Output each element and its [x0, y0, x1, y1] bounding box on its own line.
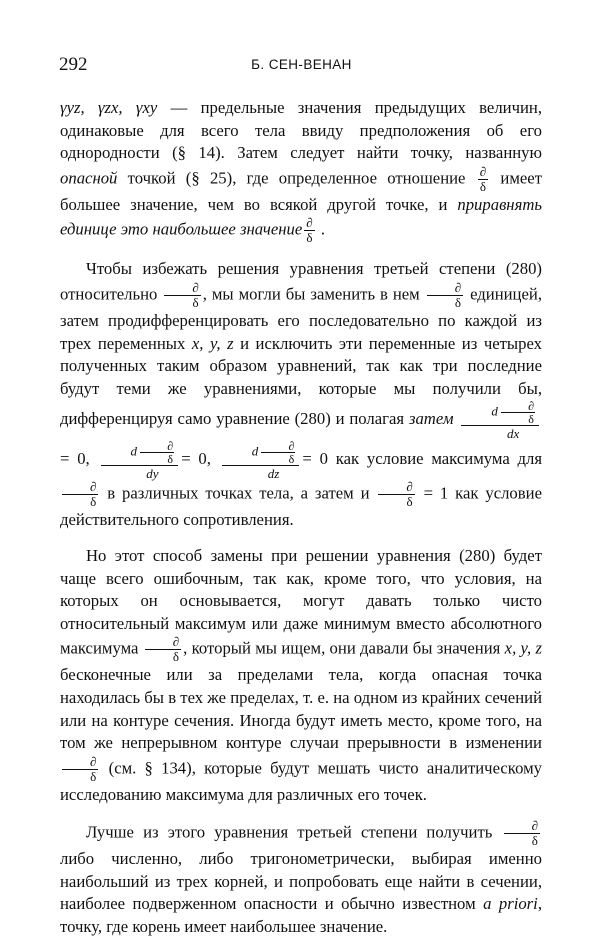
- fraction-denominator: δ: [306, 230, 313, 246]
- p1-italic-1: опасной: [60, 168, 118, 188]
- d-symbol: d: [251, 443, 259, 459]
- derivative-x-condition: [461, 400, 539, 440]
- p3-text-1: Но этот способ замены при решении уравнения (280) будет чаще всего ошибочным, так как, кроме того, что условия, на которых он основывается, могут давать только чисто относительный максимум или даже минимум вместо абсолютного максимума: [60, 545, 542, 658]
- p1-text-4: .: [316, 219, 326, 239]
- p2-text-6: в различных точках тела, а затем и: [100, 483, 377, 503]
- fraction-numerator: ∂: [62, 480, 98, 495]
- p2-text-7: как условие действительного сопротивления.: [60, 483, 542, 530]
- derivative-z-condition: [222, 440, 300, 480]
- p1-italic-2: приравнять единице это наибольшее значение: [60, 194, 542, 239]
- p2-text-5: как условие максимума для: [327, 449, 543, 469]
- fraction-denominator: δ: [192, 294, 199, 310]
- fraction-partial-over-delta: ∂ δ: [140, 440, 174, 465]
- fraction-numerator: ∂: [479, 163, 487, 179]
- fraction-partial-over-delta: [427, 281, 463, 310]
- page-header: [59, 54, 544, 78]
- fraction-denominator: δ: [90, 494, 97, 510]
- fraction-numerator: ∂: [145, 635, 181, 650]
- p2-italic-1: затем: [408, 409, 454, 429]
- p2-text-1: Чтобы избежать решения уравнения третьей степени (280) относительно: [60, 259, 542, 304]
- fraction-numerator: ∂: [306, 215, 313, 231]
- fraction-partial-over-delta: ∂ δ: [501, 400, 535, 425]
- fraction-partial-over-delta: ∂ δ: [261, 440, 295, 465]
- paragraph-1: [60, 97, 542, 245]
- p1-text-2: точкой (§ 25), где определенное отношение: [117, 168, 476, 188]
- dx-symbol: dx: [507, 426, 520, 442]
- p2-text-2: , мы могли бы заменить в нем: [202, 284, 425, 304]
- paragraph-3: [60, 545, 542, 806]
- p4-text-3: , точку, где корень имеет наибольшее значение.: [60, 894, 542, 937]
- p3-text-3: бесконечные или за пределами тела, когда опасная точка находилась бы в тех же пределах, т. е. на одном из крайних сечений или на контуре сечения. Иногда будут иметь место, кроме того, на том же непрерывном контуре случаи прерывности в изменении: [60, 665, 542, 753]
- fraction-denominator: δ: [479, 178, 486, 194]
- fraction-denominator: δ: [454, 294, 461, 310]
- body-text: [60, 97, 542, 939]
- d-symbol: d: [130, 443, 138, 459]
- fraction-denominator: δ: [406, 494, 413, 510]
- fraction-partial-over-delta: [62, 755, 98, 784]
- paragraph-4: [60, 819, 542, 938]
- p2-text-3: единицей, затем продифференцировать его последовательно по каждой из трех переменных: [60, 284, 542, 353]
- p4-text-1: Лучше из этого уравнения третьей степени получить: [86, 822, 502, 842]
- p2-text-4: и исключить эти переменные из четырех полученных таким образом уравнений, так как три последние будут теми же уравнениями, которые мы получили бы, дифференцируя само уравнение (280) и полагая: [60, 333, 543, 429]
- dz-symbol: dz: [267, 466, 280, 482]
- fraction-numerator: ∂: [62, 755, 98, 770]
- gamma-symbols: γyz, γzx, γxy: [60, 98, 158, 117]
- derivative-y-condition: [101, 440, 179, 480]
- fraction-denominator: δ: [90, 768, 97, 784]
- p4-text-2: либо численно, либо тригонометрически, выбирая именно наибольший из трех корней, и попробовать еще найти в сечении, наиболее подверженном опасности и обычно известном: [60, 849, 542, 914]
- paragraph-2: [60, 258, 542, 532]
- p3-text-2: , который мы ищем, они давали бы значения: [183, 638, 505, 658]
- fraction-partial-over-delta: [164, 281, 200, 310]
- p1-text-3: имеет большее значение, чем во всякой другой точке, и: [60, 168, 542, 214]
- fraction-partial-over-delta: [304, 216, 314, 245]
- fraction-partial-over-delta: [145, 635, 181, 664]
- fraction-numerator: ∂: [504, 819, 540, 834]
- running-head: Б. СЕН-ВЕНАН: [251, 57, 352, 72]
- equals-zero: = 0,: [181, 449, 211, 469]
- fraction-denominator: δ: [531, 833, 538, 849]
- p3-text-4: (см. § 134), которые будут мешать чисто аналитическому исследованию максимума для различных его точек.: [60, 758, 542, 804]
- equals-zero: = 0: [302, 449, 328, 469]
- p3-variables: x, y, z: [504, 638, 542, 658]
- fraction-numerator: ∂: [164, 281, 200, 296]
- p2-variables: x, y, z: [191, 333, 234, 353]
- equals-zero: = 0,: [60, 449, 90, 469]
- fraction-partial-over-delta: [504, 819, 540, 848]
- fraction-numerator: ∂: [378, 480, 414, 495]
- fraction-partial-over-delta: [478, 165, 488, 194]
- fraction-partial-over-delta: [378, 480, 414, 509]
- fraction-denominator: δ: [172, 649, 180, 665]
- d-symbol: d: [491, 403, 498, 419]
- dy-symbol: dy: [146, 466, 159, 482]
- p1-text-1: — предельные значения предыдущих величин, одинаковые для всего тела ввиду предположения об его однородности (§ 14). Затем следует найти точку, названную: [60, 98, 542, 163]
- page-number: 292: [59, 54, 88, 75]
- p4-italic-1: a priori: [483, 894, 538, 914]
- equals-one: = 1: [423, 483, 449, 503]
- fraction-partial-over-delta: [62, 480, 98, 509]
- fraction-numerator: ∂: [427, 281, 463, 296]
